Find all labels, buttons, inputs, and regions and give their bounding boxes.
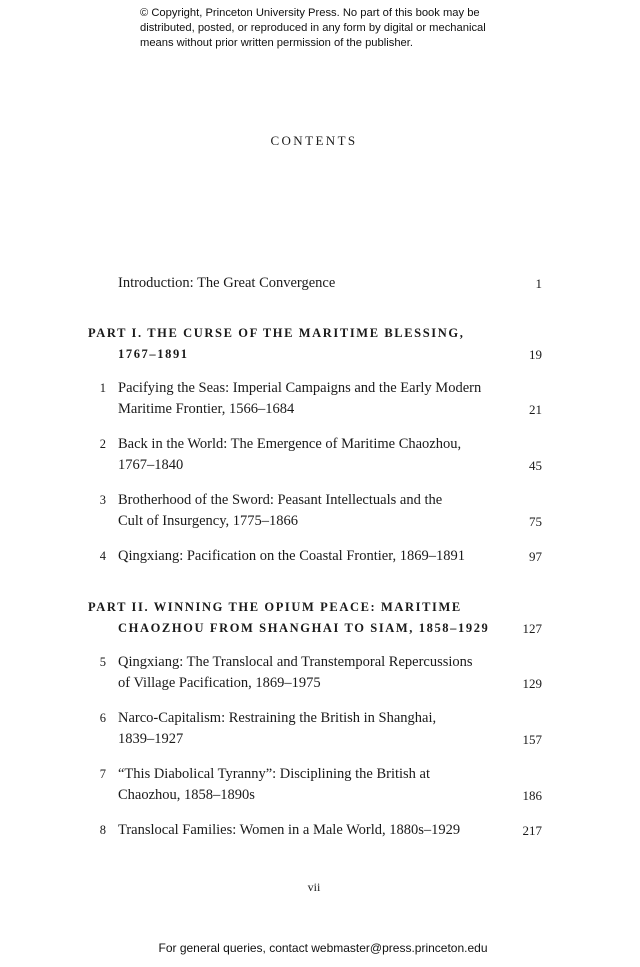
toc-entry-title (118, 378, 498, 420)
toc-entry-title (118, 764, 498, 806)
contents-heading: CONTENTS (270, 133, 358, 148)
part-heading-line: 1767–1891 (118, 347, 189, 361)
toc-entry-chapter[interactable] (88, 434, 542, 476)
title-line: Cult of Insurgency, 1775–1866 (118, 513, 299, 529)
toc-entry-title (118, 546, 498, 567)
title-line: Qingxiang: The Translocal and Transtemporal Repercussions (118, 654, 473, 670)
toc-entry-chapter[interactable] (88, 378, 542, 420)
title-line: Maritime Frontier, 1566–1684 (118, 401, 295, 417)
part-heading-line: PART II. WINNING THE OPIUM PEACE: MARITIME (88, 600, 462, 614)
toc-page-number: 1 (535, 276, 542, 291)
copyright-line: © Copyright, Princeton University Press. No part of this book may be (140, 7, 480, 19)
chapter-number: 5 (99, 655, 106, 669)
part-heading-line: PART I. THE CURSE OF THE MARITIME BLESSING, (88, 326, 465, 340)
title-line: Back in the World: The Emergence of Maritime Chaozhou, (118, 436, 462, 452)
title-line: of Village Pacification, 1869–1975 (118, 675, 321, 691)
toc-entry-title (118, 652, 498, 694)
copyright-line: distributed, posted, or reproduced in any form by digital or mechanical (140, 22, 486, 34)
toc-page-number: 75 (529, 514, 542, 529)
toc-entry-title (118, 820, 498, 841)
copyright-notice (140, 6, 520, 51)
toc-entry-chapter[interactable] (88, 708, 542, 750)
toc-entry-chapter[interactable] (88, 764, 542, 806)
toc-entry-introduction[interactable] (88, 273, 542, 294)
toc-page-number: 217 (522, 823, 542, 838)
footer-contact: For general queries, contact webmaster@press.princeton.edu (158, 941, 488, 955)
chapter-number: 4 (99, 549, 106, 563)
title-line: Chaozhou, 1858–1890s (118, 787, 255, 803)
toc-page-number: 19 (529, 347, 542, 362)
page-folio: vii (307, 880, 321, 894)
toc-page-number: 45 (529, 458, 542, 473)
toc-entry-title (118, 708, 498, 750)
chapter-number: 2 (99, 437, 106, 451)
title-line: Narco-Capitalism: Restraining the British in Shanghai, (118, 710, 437, 726)
toc-page-number: 21 (529, 402, 542, 417)
toc-page-number: 157 (522, 732, 542, 747)
toc-entry-chapter[interactable] (88, 546, 542, 567)
chapter-number: 3 (99, 493, 106, 507)
title-line: Pacifying the Seas: Imperial Campaigns and the Early Modern (118, 380, 482, 396)
copyright-line: means without prior written permission of the publisher. (140, 37, 413, 49)
toc-part-heading-2[interactable] (88, 597, 542, 639)
toc-entry-title (118, 490, 498, 532)
toc-part-heading-1[interactable] (88, 323, 542, 365)
toc-entry-chapter[interactable] (88, 652, 542, 694)
toc-page-number: 127 (522, 621, 542, 636)
part-heading-line: CHAOZHOU FROM SHANGHAI TO SIAM, 1858–1929 (118, 621, 490, 635)
title-line: Translocal Families: Women in a Male World, 1880s–1929 (118, 822, 461, 838)
title-line: “This Diabolical Tyranny”: Disciplining the British at (118, 766, 431, 782)
toc-page-number: 129 (522, 676, 542, 691)
chapter-number: 1 (99, 381, 106, 395)
chapter-number: 7 (99, 767, 106, 781)
title-line: Brotherhood of the Sword: Peasant Intellectuals and the (118, 492, 443, 508)
title-line: 1767–1840 (118, 457, 184, 473)
toc-entry-chapter[interactable] (88, 820, 542, 841)
toc-page-number: 97 (529, 549, 542, 564)
chapter-number: 8 (99, 823, 106, 837)
toc-entry-title (118, 434, 498, 476)
title-line: 1839–1927 (118, 731, 184, 747)
chapter-number: 6 (99, 711, 106, 725)
toc-page-number: 186 (522, 788, 542, 803)
title-line: Qingxiang: Pacification on the Coastal Frontier, 1869–1891 (118, 548, 465, 564)
toc-entry-title: Introduction: The Great Convergence (118, 275, 336, 291)
toc-entry-chapter[interactable] (88, 490, 542, 532)
